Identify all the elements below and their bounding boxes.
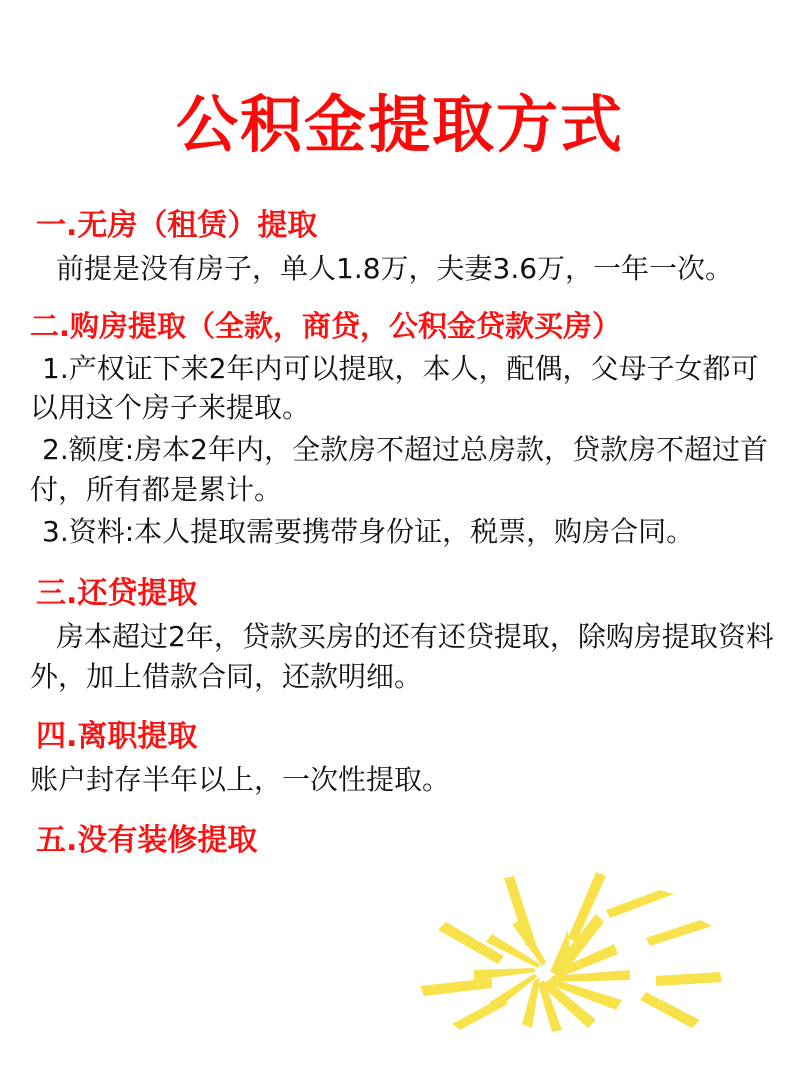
section-paragraph: 房本超过2年，贷款买房的还有还贷提取，除购房提取资料外，加上借款合同，还款明细。 xyxy=(30,619,774,693)
section-paragraph: 账户封存半年以上，一次性提取。 xyxy=(30,762,451,796)
section-resignation xyxy=(18,718,782,799)
section-paragraph: 1.产权证下来2年内可以提取，本人，配偶，父母子女都可以用这个房子来提取。 xyxy=(30,351,759,425)
section-heading: 三.还贷提取 xyxy=(36,576,198,612)
section-no-housing xyxy=(18,207,782,288)
section-heading: 二.购房提取（全款，商贷，公积金贷款买房） xyxy=(30,309,622,344)
section-heading: 一.无房（租赁）提取 xyxy=(36,208,318,244)
section-paragraph: 3.资料:本人提取需要携带身份证，税票，购房合同。 xyxy=(42,514,695,548)
section-paragraph: 前提是没有房子，单人1.8万，夫妻3.6万，一年一次。 xyxy=(56,251,734,285)
section-heading: 五.没有装修提取 xyxy=(36,822,258,858)
sparkle-decoration xyxy=(400,860,780,1050)
section-no-renovation xyxy=(18,822,782,860)
section-heading: 四.离职提取 xyxy=(36,719,198,755)
section-loan-repayment xyxy=(18,575,782,696)
page-title: 公积金提取方式 xyxy=(175,88,624,161)
section-home-purchase xyxy=(18,308,782,551)
section-paragraph: 2.额度:房本2年内，全款房不超过总房款，贷款房不超过首付，所有都是累计。 xyxy=(30,433,768,506)
